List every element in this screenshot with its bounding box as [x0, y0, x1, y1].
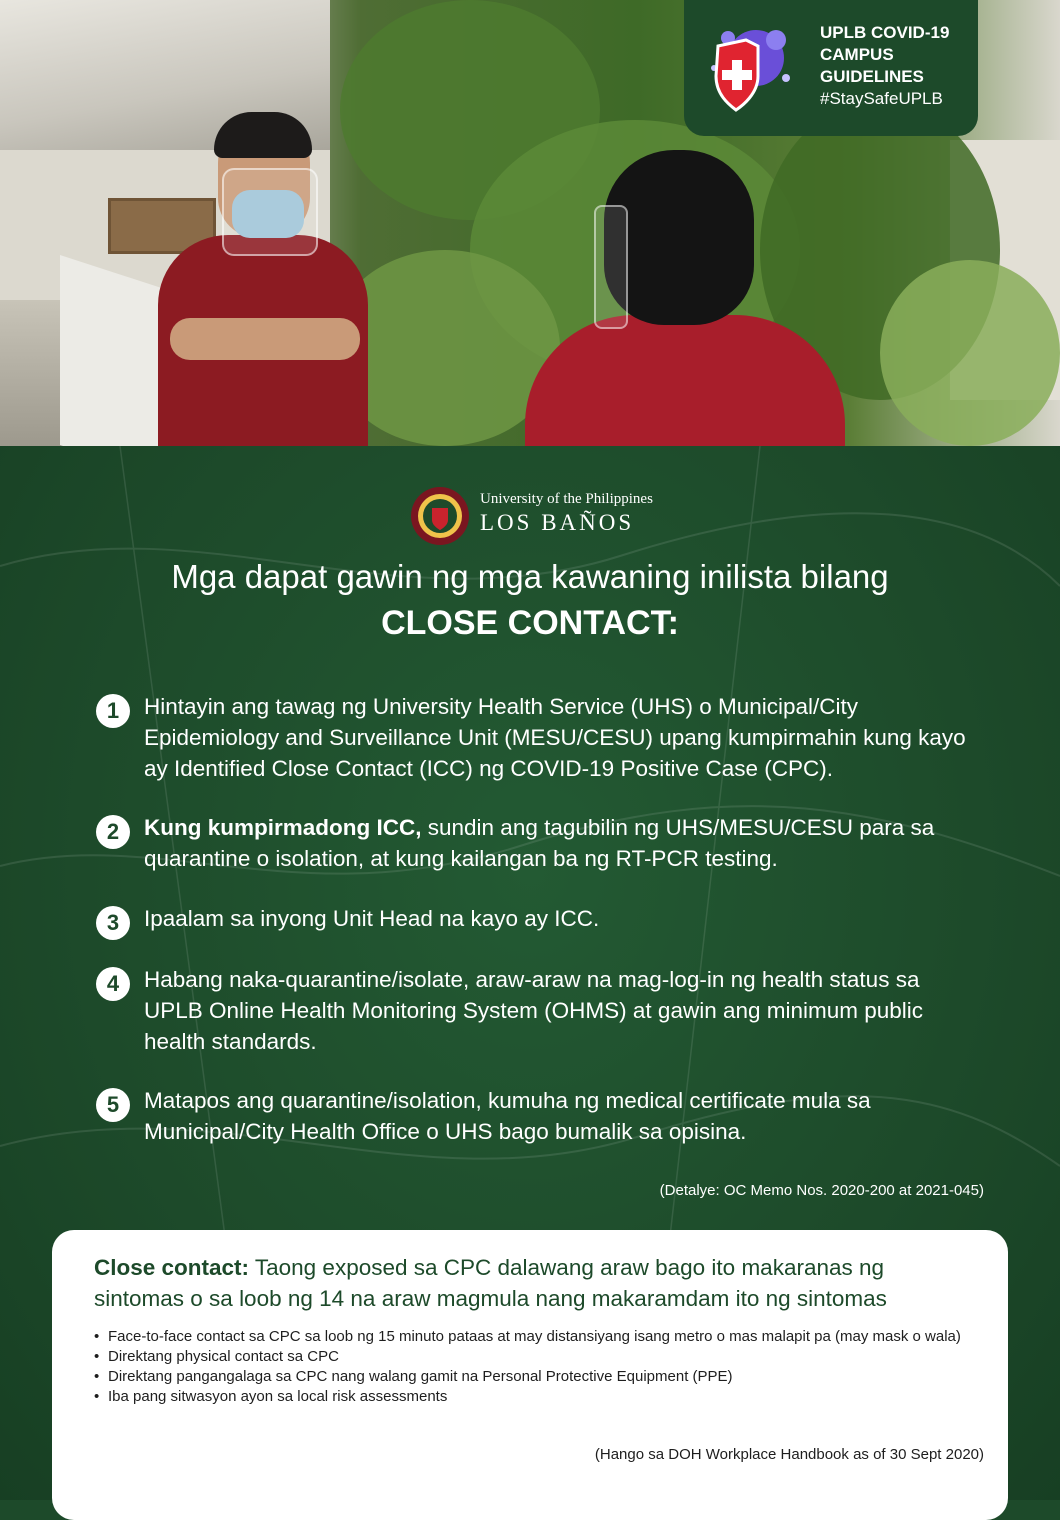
criteria-list — [94, 1327, 974, 1407]
definition-term: Close contact: — [94, 1255, 250, 1280]
campus-guidelines-badge — [684, 0, 978, 136]
step-number: 2 — [96, 815, 130, 849]
institution-line-1: University of the Philippines — [480, 491, 653, 507]
step-number: 3 — [96, 906, 130, 940]
close-contact-definition-card — [52, 1230, 1008, 1520]
step-text: Habang naka-quarantine/isolate, araw-araw na mag-log-in ng health status sa UPLB Online Health Monitoring System (OHMS) at gawin ang minimum public health standards. — [144, 967, 924, 1054]
page-subtitle: CLOSE CONTACT: — [381, 604, 679, 642]
definition-body: Taong exposed sa CPC dalawang araw bago ito makaranas ng sintomas o sa loob ng 14 na araw magmula nang makaramdam ito ng sintomas — [94, 1255, 887, 1311]
step-rest-text: sundin ang tagubilin ng UHS/MESU/CESU para sa quarantine o isolation, at kung kailangan ba ng RT-PCR testing. — [144, 815, 935, 871]
step-text: Matapos ang quarantine/isolation, kumuha ng medical certificate mula sa Municipal/City Health Office o UHS bago bumalik sa opisina. — [144, 1088, 871, 1144]
step-number: 1 — [96, 694, 130, 728]
badge-line-1: UPLB COVID-19 — [820, 23, 950, 42]
badge-hashtag: #StaySafeUPLB — [820, 89, 943, 108]
step-text: Ipaalam sa inyong Unit Head na kayo ay ICC. — [144, 906, 600, 931]
list-item: • Direktang physical contact sa CPC — [94, 1347, 974, 1367]
memo-reference: (Detalye: OC Memo Nos. 2020-200 at 2021-045) — [659, 1182, 984, 1199]
source-note: (Hango sa DOH Workplace Handbook as of 30 Sept 2020) — [594, 1446, 984, 1463]
step-number: 5 — [96, 1088, 130, 1122]
virus-shield-icon — [706, 18, 796, 114]
list-item: • Iba pang sitwasyon ayon sa local risk assessments — [94, 1387, 974, 1407]
institution-line-2: LOS BAÑOS — [480, 510, 635, 535]
page-title: Mga dapat gawin ng mga kawaning inilista bilang — [171, 558, 889, 595]
step-text: Hintayin ang tawag ng University Health Service (UHS) o Municipal/City Epidemiology and Surveillance Unit (MESU/CESU) upang kumpirmahin kung kayo ay Identified Close Contact (ICC) ng COVID-19 Positive Case (CPC). — [144, 694, 966, 781]
list-item: • Direktang pangangalaga sa CPC nang walang gamit na Personal Protective Equipment (PPE) — [94, 1367, 974, 1387]
badge-line-3: GUIDELINES — [820, 67, 924, 86]
list-item: • Face-to-face contact sa CPC sa loob ng 15 minuto pataas at may distansiyang isang metro o mas malapit pa (may mask o wala) — [94, 1327, 974, 1347]
definition-text — [94, 1252, 974, 1314]
step-text — [144, 812, 974, 874]
uplb-seal-icon — [410, 486, 470, 546]
step-number: 4 — [96, 967, 130, 1001]
badge-line-2: CAMPUS — [820, 45, 894, 64]
step-bold-text: Kung kumpirmadong ICC, — [144, 815, 422, 840]
